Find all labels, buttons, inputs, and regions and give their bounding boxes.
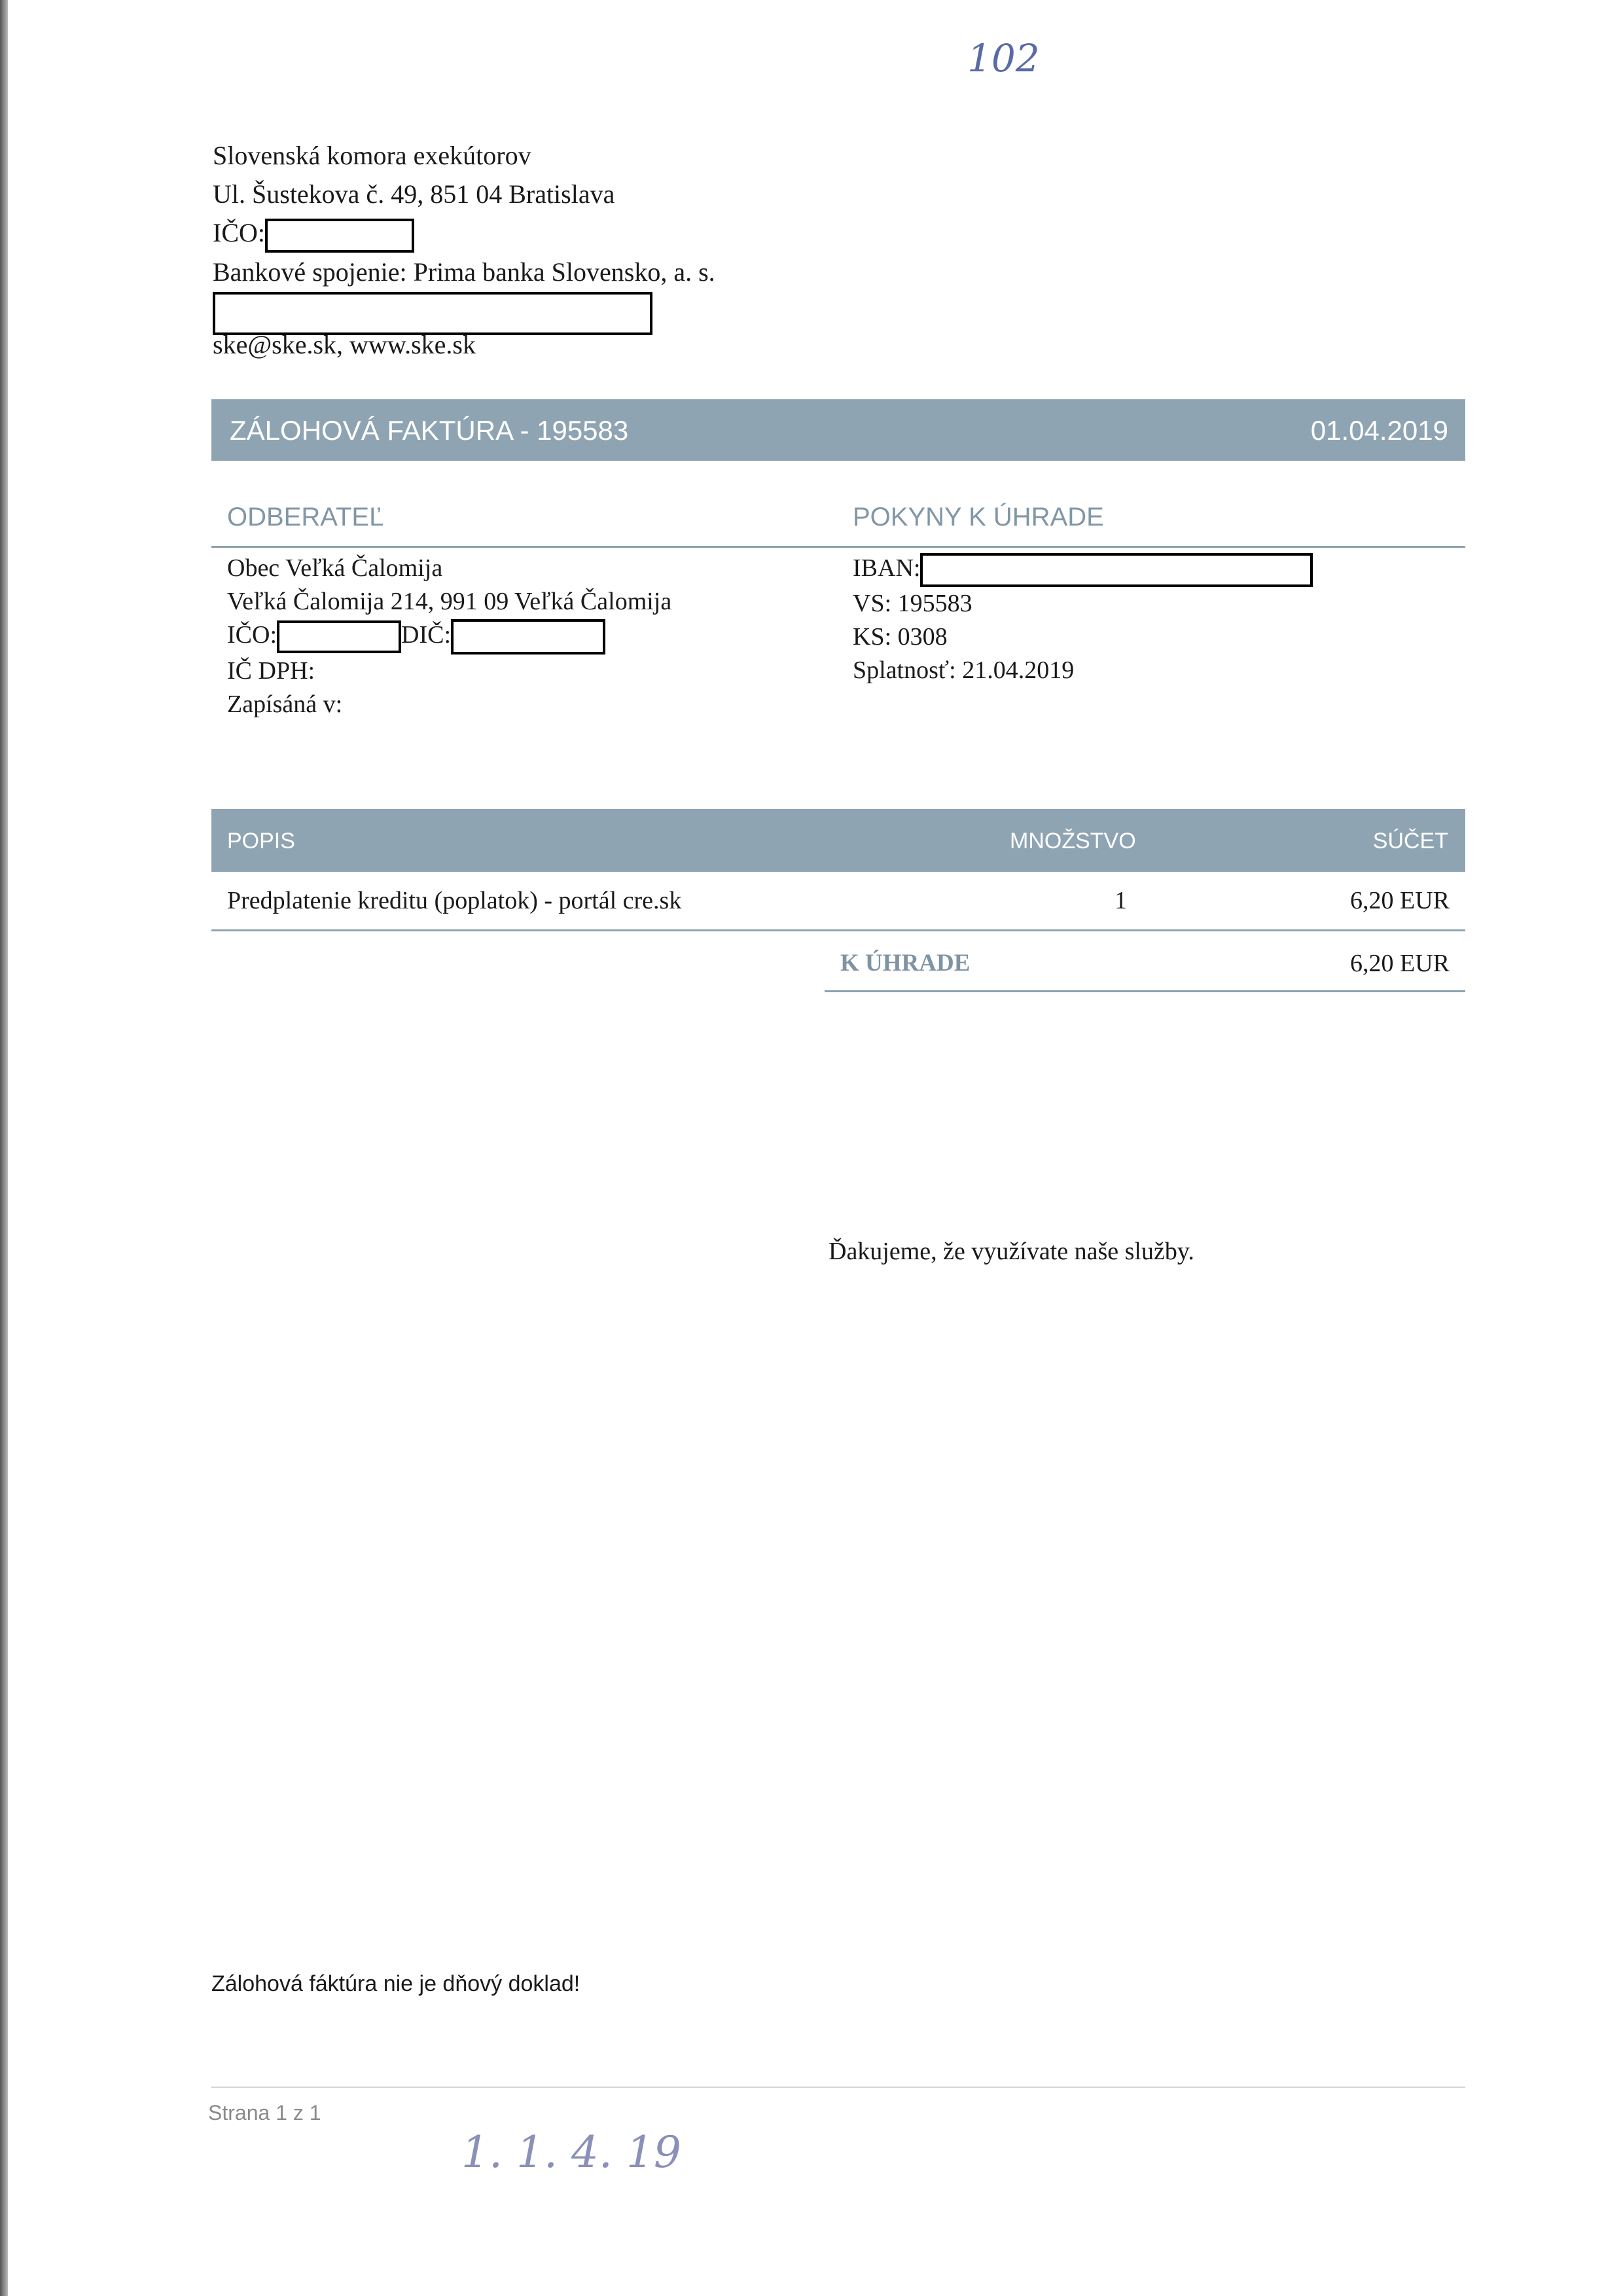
buyer-address: Veľká Čalomija 214, 991 09 Veľká Čalomija (227, 588, 672, 615)
scan-edge-shadow (0, 0, 8, 2296)
col-description-header: POPIS (227, 829, 295, 853)
payment-ks: KS: 0308 (853, 623, 948, 651)
payment-block (853, 552, 1313, 687)
payment-vs: VS: 195583 (853, 590, 972, 618)
total-value: 6,20 EUR (1350, 950, 1450, 977)
sender-ico-row (213, 213, 715, 253)
total-divider (825, 990, 1465, 992)
redaction-box (451, 619, 605, 655)
invoice-title-bar (211, 399, 1465, 461)
sender-bank: Bankové spojenie: Prima banka Slovensko, a. s. (213, 257, 715, 287)
row-sum: 6,20 EUR (1350, 887, 1450, 914)
payment-due: Splatnosť: 21.04.2019 (853, 656, 1075, 685)
buyer-heading: ODBERATEĽ (227, 503, 384, 531)
sender-ico-label: IČO: (213, 218, 265, 247)
payment-iban-row (853, 552, 1313, 587)
footer-divider (211, 2087, 1465, 2088)
buyer-icdph: IČ DPH: (227, 657, 315, 685)
col-sum-header: SÚČET (1372, 829, 1448, 853)
buyer-dic-label: DIČ: (401, 621, 451, 649)
row-quantity: 1 (1115, 887, 1127, 914)
table-row (211, 886, 1465, 925)
redaction-box (277, 620, 401, 653)
sender-address: Ul. Šustekova č. 49, 851 04 Bratislava (213, 179, 615, 209)
invoice-date: 01.04.2019 (1310, 415, 1448, 446)
redaction-box (920, 553, 1313, 587)
sender-name: Slovenská komora exekútorov (213, 141, 531, 170)
disclaimer: Zálohová fáktúra nie je dňový doklad! (211, 1971, 580, 1996)
buyer-registered: Zapísáná v: (227, 691, 343, 719)
payment-iban-label: IBAN: (853, 554, 921, 582)
handwritten-page-number: 102 (967, 36, 1040, 81)
invoice-title: ZÁLOHOVÁ FAKTÚRA - 195583 (230, 415, 629, 446)
section-divider (211, 546, 1465, 548)
buyer-name: Obec Veľká Čalomija (227, 554, 443, 582)
buyer-ico-label: IČO: (227, 621, 277, 649)
items-table-header (211, 809, 1465, 872)
redaction-box (265, 219, 414, 253)
total-label: K ÚHRADE (840, 950, 971, 977)
row-description: Predplatenie kreditu (poplatok) - portál cre.sk (227, 887, 682, 914)
col-quantity-header: MNOŽSTVO (1010, 829, 1136, 853)
buyer-ids-row (227, 619, 671, 655)
sender-contact: ske@ske.sk, www.ske.sk (213, 329, 476, 359)
sender-block (213, 136, 715, 364)
page-indicator: Strana 1 z 1 (208, 2101, 321, 2125)
handwritten-date-note: 1. 1. 4. 19 (461, 2127, 681, 2178)
row-divider (211, 929, 1465, 931)
payment-heading: POKYNY K ÚHRADE (853, 503, 1104, 531)
thanks-note: Ďakujeme, že využívate naše služby. (829, 1238, 1194, 1265)
buyer-block (227, 552, 671, 721)
